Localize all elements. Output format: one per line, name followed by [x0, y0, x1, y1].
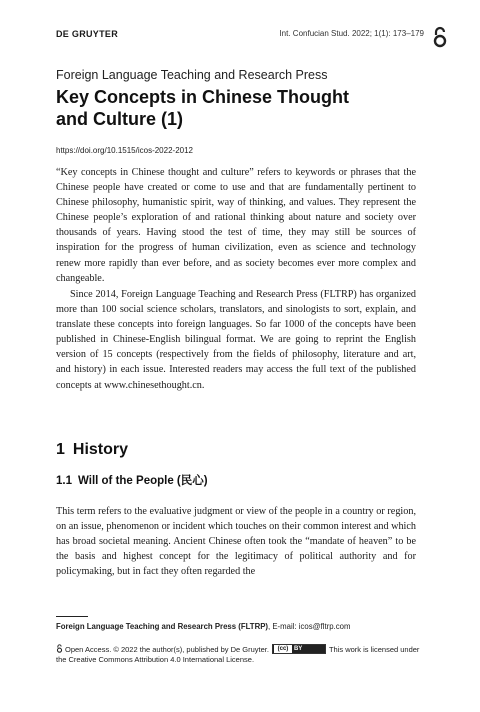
license-footnote — [56, 644, 426, 665]
subsection-number: 1.1 — [56, 475, 72, 487]
journal-reference: Int. Confucian Stud. 2022; 1(1): 173–179 — [279, 29, 424, 38]
doi-link[interactable]: https://doi.org/10.1515/icos-2022-2012 — [56, 146, 193, 155]
by-label: BY — [293, 646, 303, 652]
cc-by-license-badge[interactable] — [272, 644, 326, 654]
intro-paragraph-1: “Key concepts in Chinese thought and culture” refers to keywords or phrases that the Chinese people have created or come to use and that are fundamentally pertinent to Chinese philosophy, humanistic spirit, way of thinking, and values. They represent the Chinese people’s exploration of and rational thinking about nature and society over thousands of years. Having stood the test of time, they may still be sources of inspiration for the progress of human civilization, even as science and technology renew more rapidly than ever before, and as society becomes ever more complex and changeable. — [56, 167, 416, 284]
cc-label: (cc) — [274, 645, 292, 653]
correspondence-footnote — [56, 622, 350, 631]
section-number: 1 — [56, 441, 65, 458]
open-access-small-icon — [56, 644, 63, 653]
publisher-name: DE GRUYTER — [56, 29, 119, 39]
article-title: Key Concepts in Chinese Thought and Culture (1) — [56, 87, 350, 129]
page-header — [56, 29, 424, 43]
section-paragraph: This term refers to the evaluative judgment or view of the people in a country or region, on an issue, phenomenon or incident which touches on their common interest and which has broad societal meaning. Ancient Chinese often took the “mandate of heaven” to be the basis and highest concept for the legitimacy of political authority and for policymaking, but in fact they often regarded the — [56, 506, 416, 578]
section-heading-history — [56, 441, 128, 459]
section-title: History — [72, 441, 129, 458]
footnote-divider — [56, 616, 88, 617]
license-prefix: Open Access. © 2022 the author(s), published by De Gruyter. — [65, 645, 269, 654]
intro-paragraph-2: Since 2014, Foreign Language Teaching and Research Press (FLTRP) has organized more than 100 social science scholars, translators, and sinologists to sort, explain, and translate these concepts into foreign languages. So far 1000 of the concepts have been published in Chinese-English bilingual format. We are going to reprint the English version of 15 concepts (respectively from the fields of philosophy, literature and art, and history) in each issue. Interested readers may access the full text of the published concepts at www.chinesethought.cn. — [56, 289, 416, 391]
subsection-heading-will-of-people — [56, 472, 208, 488]
footnote-org: Foreign Language Teaching and Research Press (FLTRP) — [56, 622, 269, 631]
footnote-email[interactable]: , E-mail: icos@fltrp.com — [268, 622, 351, 631]
license-suffix: This work is licensed under the Creative Commons Attribution 4.0 International License. — [56, 645, 420, 664]
open-access-icon — [432, 26, 448, 48]
author-affiliation: Foreign Language Teaching and Research Press — [56, 68, 328, 82]
subsection-title: Will of the People (民心) — [78, 475, 208, 487]
